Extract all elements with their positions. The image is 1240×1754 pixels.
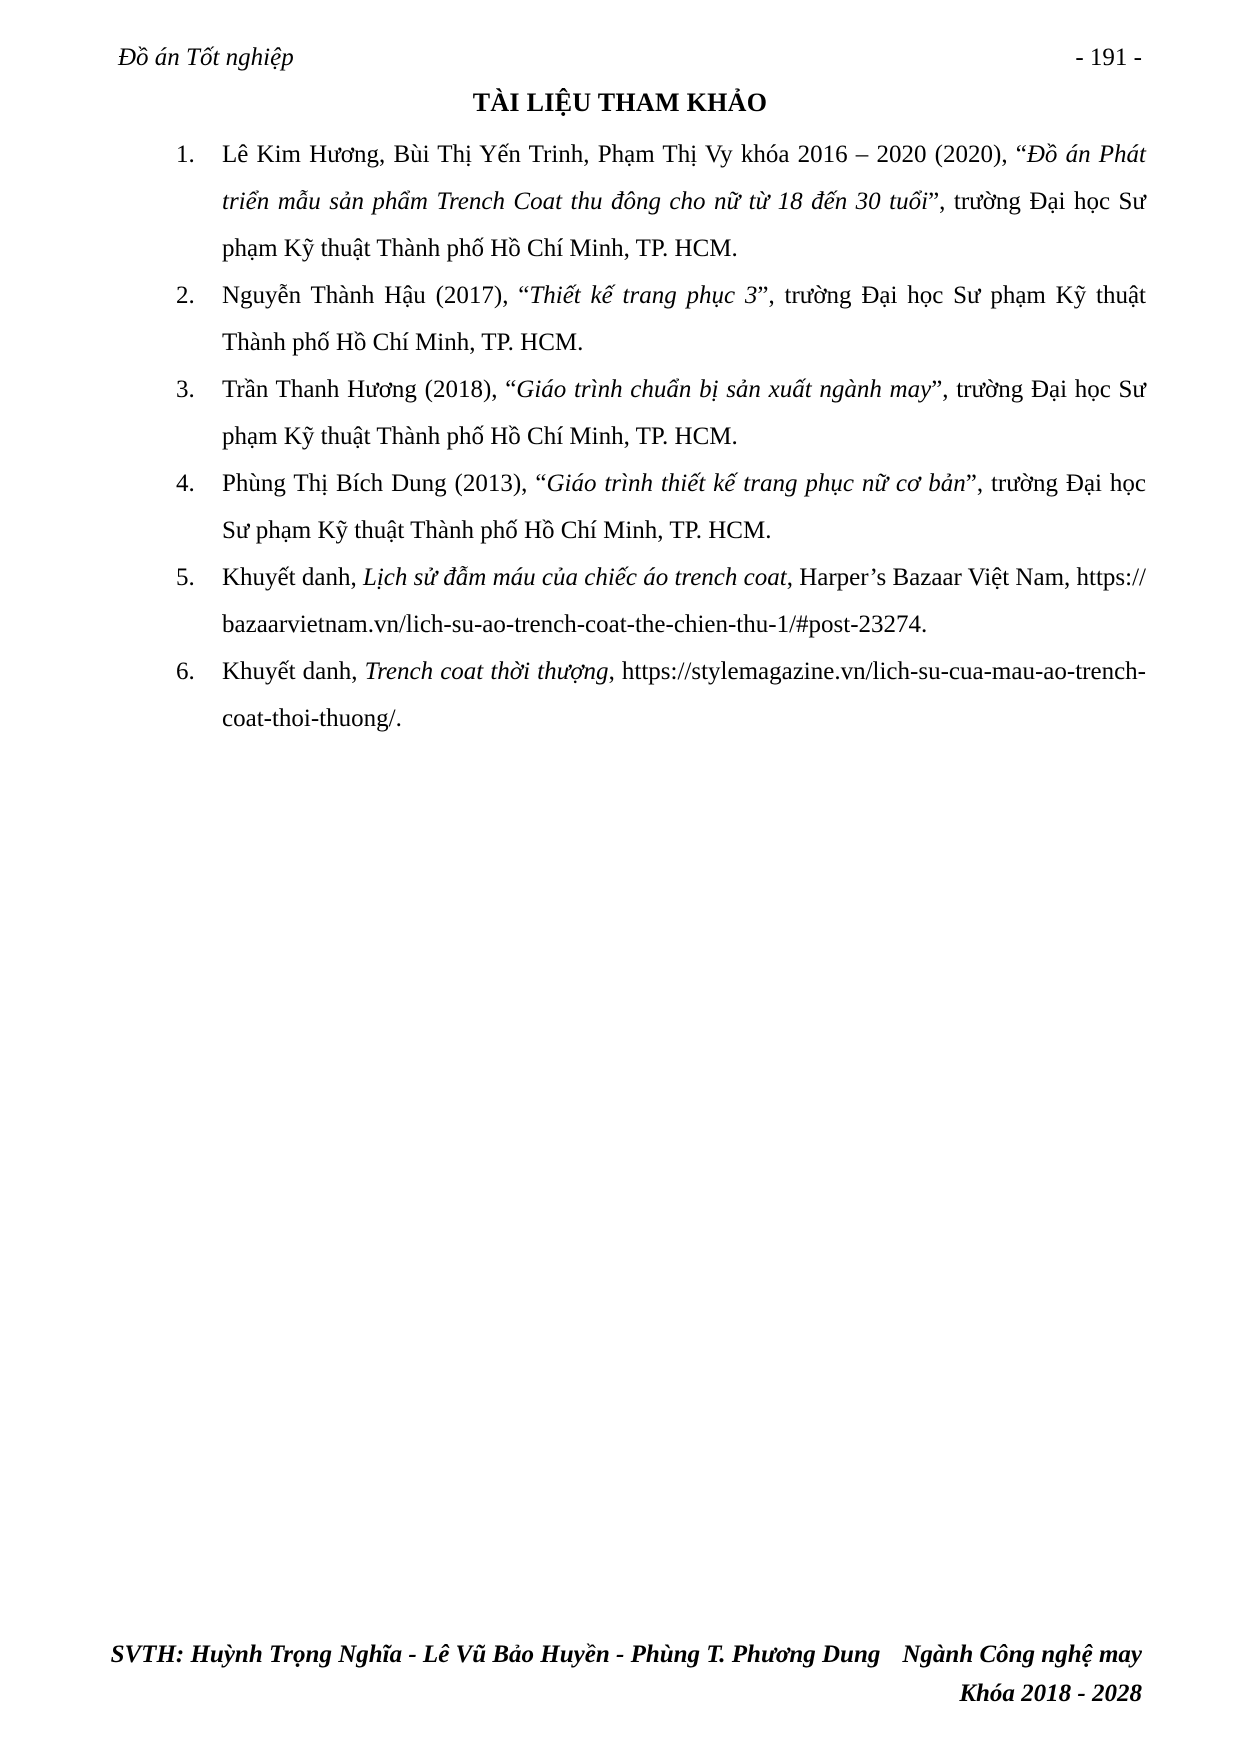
page-number: - 191 - <box>1075 44 1142 71</box>
reference-title: Giáo trình chuẩn bị sản xuất ngành may <box>516 376 932 403</box>
reference-text: ”, trường Đại học Sư phạm Kỹ thuật Thành phố Hồ Chí Minh, TP. HCM. <box>222 282 1146 356</box>
reference-text: ”, trường Đại học Sư phạm Kỹ thuật Thành phố Hồ Chí Minh, TP. HCM. <box>222 376 1146 450</box>
reference-number: 4. <box>176 470 195 497</box>
reference-number: 3. <box>176 376 195 403</box>
reference-number: 1. <box>176 141 195 168</box>
header-title: Đồ án Tốt nghiệp <box>118 44 294 71</box>
reference-item-4 <box>176 460 1146 554</box>
reference-item-6 <box>176 648 1146 742</box>
reference-number: 5. <box>176 564 195 591</box>
reference-item-2 <box>176 272 1146 366</box>
reference-list <box>176 131 1146 742</box>
reference-title: Lịch sử đẫm máu của chiếc áo trench coat <box>362 564 787 591</box>
reference-number: 2. <box>176 282 195 309</box>
reference-item-5 <box>176 554 1146 648</box>
reference-text: ”, trường Đại học Sư phạm Kỹ thuật Thành phố Hồ Chí Minh, TP. HCM. <box>222 188 1146 262</box>
reference-text: , https://stylemagazine.vn/lich-su-cua-mau-ao-trench-coat-thoi-thuong/. <box>222 658 1146 732</box>
reference-text: Trần Thanh Hương (2018), “ <box>222 376 517 403</box>
reference-number: 6. <box>176 658 195 685</box>
reference-title: Giáo trình thiết kế trang phục nữ cơ bản <box>546 470 966 497</box>
reference-title: Thiết kế trang phục 3 <box>529 282 758 309</box>
reference-title: Đồ án Phát triển mẫu sản phẩm Trench Coat thu đông cho nữ từ 18 đến 30 tuổi <box>222 141 1146 215</box>
footer-authors: SVTH: Huỳnh Trọng Nghĩa - Lê Vũ Bảo Huyền - Phùng T. Phương Dung <box>110 1641 881 1668</box>
reference-text: Lê Kim Hương, Bùi Thị Yến Trinh, Phạm Thị Vy khóa 2016 – 2020 (2020), “ <box>222 141 1027 168</box>
reference-text: Phùng Thị Bích Dung (2013), “ <box>222 470 547 497</box>
reference-text: Khuyết danh, <box>222 658 365 685</box>
reference-text: Nguyễn Thành Hậu (2017), “ <box>222 282 530 309</box>
footer-line-1 <box>82 1641 1142 1669</box>
footer-major: Ngành Công nghệ may <box>902 1641 1142 1668</box>
reference-text: , Harper’s Bazaar Việt Nam, https://bazaarvietnam.vn/lich-su-ao-trench-coat-the-chien-thu-1/#post-23274. <box>222 564 1146 638</box>
reference-text: Khuyết danh, <box>222 564 363 591</box>
reference-item-1 <box>176 131 1146 272</box>
section-title: TÀI LIỆU THAM KHẢO <box>472 88 768 117</box>
reference-text: ”, trường Đại học Sư phạm Kỹ thuật Thành phố Hồ Chí Minh, TP. HCM. <box>222 470 1146 544</box>
reference-item-3 <box>176 366 1146 460</box>
reference-title: Trench coat thời thượng <box>364 658 609 685</box>
footer-course: Khóa 2018 - 2028 <box>959 1680 1142 1707</box>
